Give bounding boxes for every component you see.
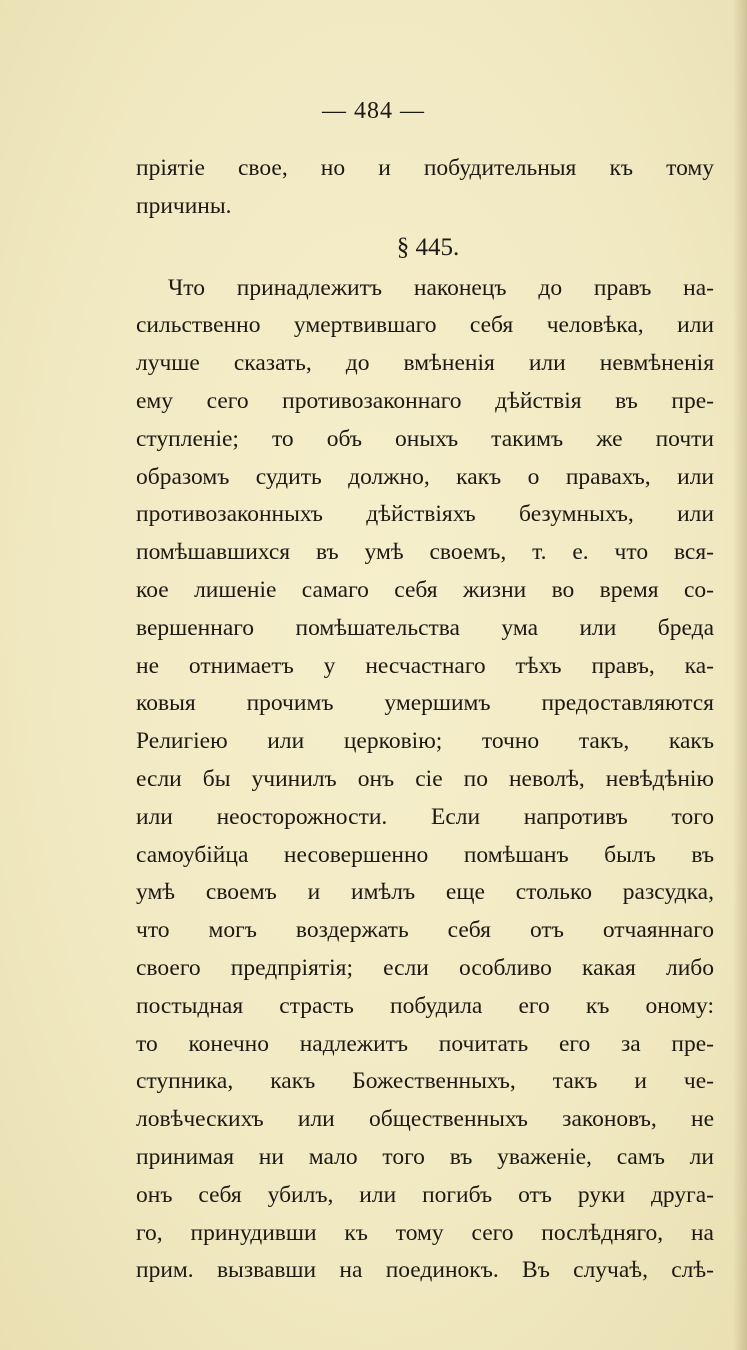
- text-line: го, принудивши къ тому сего послѣдняго, на: [136, 1219, 714, 1246]
- page-text: [136, 150, 714, 1290]
- text-line: ему сего противозаконнаго дѣйствія въ пре-: [136, 387, 714, 414]
- text-line: не отнимаетъ у несчастнаго тѣхъ правъ, ка-: [136, 652, 714, 679]
- text-line: лучше сказать, до вмѣненія или невмѣненія: [136, 350, 714, 377]
- text-line: прим. вызвавши на поединокъ. Въ случаѣ, слѣ-: [136, 1257, 714, 1284]
- text-line: принимая ни мало того въ уваженіе, самъ ли: [136, 1143, 714, 1170]
- text-line: ковыя прочимъ умершимъ предоставляются: [136, 690, 714, 717]
- text-line: своего предпріятія; если особливо какая либо: [136, 954, 714, 981]
- text-line: ступленіе; то объ оныхъ такимъ же почти: [136, 425, 714, 452]
- text-line: помѣшавшихся въ умѣ своемъ, т. е. что вся-: [136, 539, 714, 566]
- text-line: что могъ воздержать себя отъ отчаяннаго: [136, 917, 714, 944]
- text-line: ловѣческихъ или общественныхъ законовъ, не: [136, 1106, 714, 1133]
- text-line: то конечно надлежитъ почитать его за пре-: [136, 1030, 714, 1057]
- text-line: умѣ своемъ и имѣлъ еще столько разсудка,: [136, 879, 714, 906]
- text-line: Религіею или церковію; точно такъ, какъ: [136, 728, 714, 755]
- text-line: противозаконныхъ дѣйствіяхъ безумныхъ, или: [136, 501, 714, 528]
- text-line: вершеннаго помѣшательства ума или бреда: [136, 614, 714, 641]
- text-line: если бы учинилъ онъ сіе по неволѣ, невѣдѣнію: [136, 765, 714, 792]
- text-line: причины.: [136, 192, 232, 219]
- text-line: образомъ судить должно, какъ о правахъ, или: [136, 463, 714, 490]
- text-line: постыдная страсть побудила его къ оному:: [136, 992, 714, 1019]
- text-line: или неосторожности. Если напротивъ того: [136, 803, 714, 830]
- text-line: сильственно умертвившаго себя человѣка, или: [136, 312, 714, 339]
- text-line: онъ себя убилъ, или погибъ отъ руки друга-: [136, 1181, 714, 1208]
- text-line: кое лишеніе самаго себя жизни во время со-: [136, 576, 714, 603]
- page-number: — 484 —: [322, 98, 425, 124]
- text-line: Что принадлежитъ наконецъ до правъ на-: [168, 274, 714, 301]
- section-heading: § 445.: [396, 233, 460, 261]
- page-edge-shadow: [733, 0, 747, 1350]
- text-line: ступника, какъ Божественныхъ, такъ и че-: [136, 1068, 714, 1095]
- text-line: пріятіе свое, но и побудительныя къ тому: [136, 155, 714, 181]
- text-line: самоубійца несовершенно помѣшанъ былъ въ: [136, 841, 714, 868]
